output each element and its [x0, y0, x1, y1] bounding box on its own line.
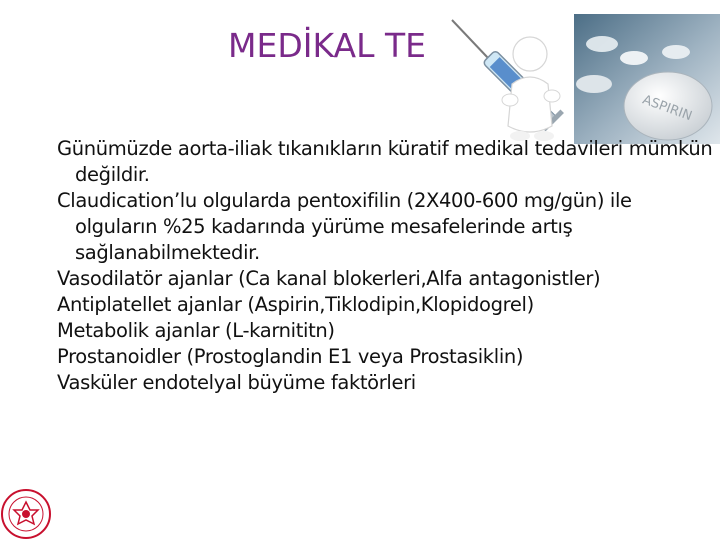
list-item: Günümüzde aorta-iliak tıkanıkların küratif medikal tedavileri mümkün değildir.	[57, 137, 713, 186]
list-item: Vasodilatör ajanlar (Ca kanal blokerleri,Alfa antagonistler)	[57, 267, 601, 290]
syringe-figure-illustration	[448, 14, 574, 144]
university-seal-logo	[0, 480, 60, 540]
list-item: Antiplatellet ajanlar (Aspirin,Tiklodipin,Klopidogrel)	[57, 293, 534, 316]
bullet-list	[57, 136, 717, 396]
list-item: Prostanoidler (Prostoglandin E1 veya Prostasiklin)	[57, 345, 524, 368]
pill-label: ASPIRIN	[640, 92, 694, 125]
aspirin-pills-image	[574, 14, 720, 144]
list-item: Claudication’lu olgularda pentoxifilin (2X400-600 mg/gün) ile olguların %25 kadarında yürüme mesafelerinde artış sağlanabilmektedir.	[57, 189, 632, 264]
list-item: Metabolik ajanlar (L-karnititn)	[57, 319, 335, 342]
list-item: Vasküler endotelyal büyüme faktörleri	[57, 371, 416, 394]
slide-title: MEDİKAL TE	[228, 26, 426, 65]
